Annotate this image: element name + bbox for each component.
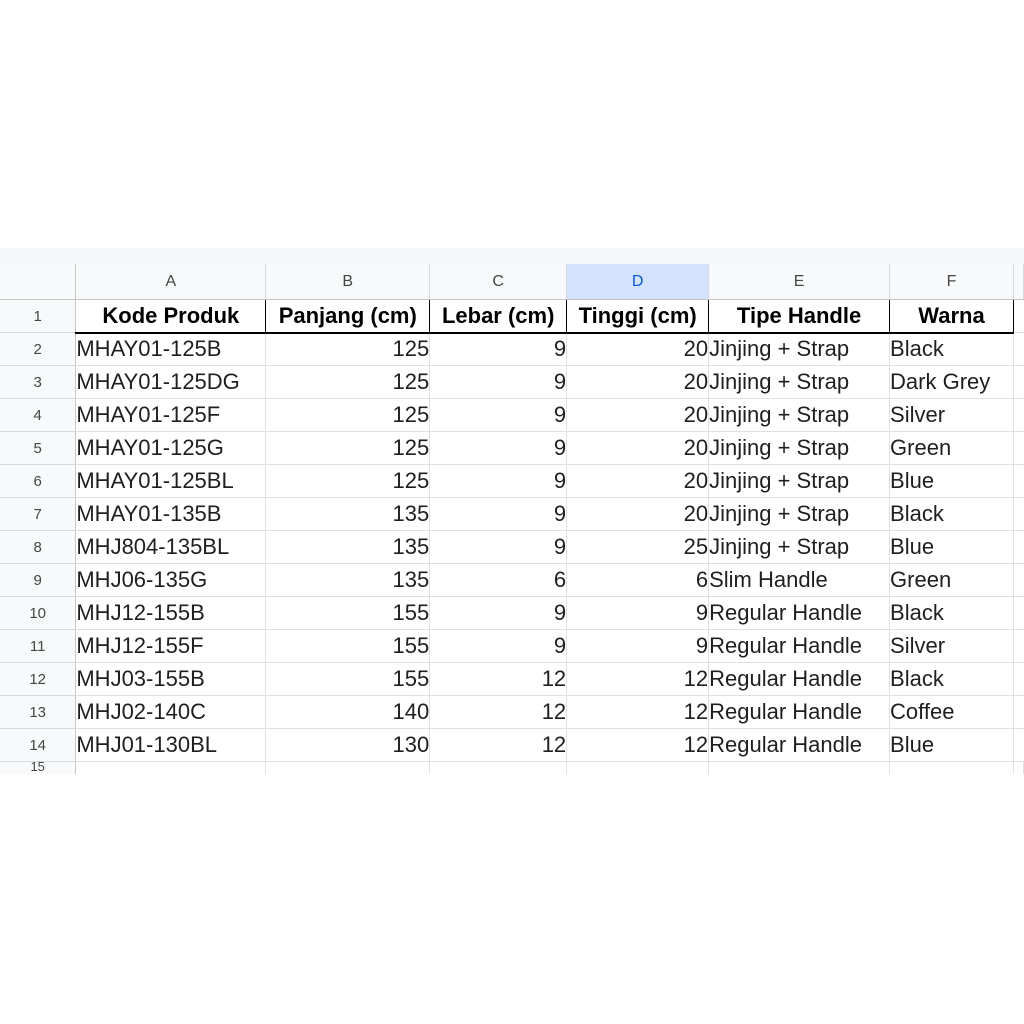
table-row (0, 597, 1024, 630)
cell-warna[interactable]: Coffee (890, 696, 1014, 729)
header-cell-panjang[interactable]: Panjang (cm) (266, 300, 430, 333)
cell-warna[interactable]: Blue (890, 729, 1014, 762)
cell-tinggi[interactable]: 20 (567, 465, 709, 498)
header-cell-lebar[interactable]: Lebar (cm) (430, 300, 567, 333)
cell-panjang[interactable]: 155 (266, 597, 430, 630)
empty-cell[interactable] (1013, 432, 1023, 465)
cell-kode-produk[interactable]: MHJ03-155B (76, 663, 266, 696)
empty-cell[interactable] (1013, 333, 1023, 366)
row-number[interactable]: 9 (0, 564, 76, 597)
cell-tinggi[interactable]: 20 (567, 498, 709, 531)
cell-tipe-handle[interactable]: Jinjing + Strap (709, 399, 890, 432)
empty-cell[interactable] (76, 762, 266, 775)
cell-lebar[interactable]: 6 (430, 564, 567, 597)
empty-cell[interactable] (1013, 531, 1023, 564)
cell-tinggi[interactable]: 6 (567, 564, 709, 597)
column-header-a[interactable]: A (76, 264, 266, 300)
cell-tinggi[interactable]: 20 (567, 333, 709, 366)
cell-warna[interactable]: Dark Grey (890, 366, 1014, 399)
empty-cell[interactable] (1013, 729, 1023, 762)
column-header-row (0, 264, 1024, 300)
row-number[interactable]: 7 (0, 498, 76, 531)
cell-warna[interactable]: Green (890, 432, 1014, 465)
cell-tinggi[interactable]: 9 (567, 630, 709, 663)
cell-warna[interactable]: Blue (890, 531, 1014, 564)
empty-cell[interactable] (1013, 630, 1023, 663)
cell-warna[interactable]: Green (890, 564, 1014, 597)
table-row (0, 630, 1024, 663)
cell-panjang[interactable]: 135 (266, 498, 430, 531)
row-number[interactable]: 1 (0, 300, 76, 333)
row-number[interactable]: 4 (0, 399, 76, 432)
cell-lebar[interactable]: 9 (430, 597, 567, 630)
cell-tipe-handle[interactable]: Slim Handle (709, 564, 890, 597)
header-cell-tinggi[interactable]: Tinggi (cm) (567, 300, 709, 333)
select-all-corner[interactable] (0, 264, 76, 300)
cell-lebar[interactable]: 9 (430, 432, 567, 465)
cell-lebar[interactable]: 9 (430, 399, 567, 432)
cell-tipe-handle[interactable]: Jinjing + Strap (709, 333, 890, 366)
empty-cell[interactable] (1013, 465, 1023, 498)
cell-lebar[interactable]: 9 (430, 465, 567, 498)
table-row (0, 432, 1024, 465)
cell-tinggi[interactable]: 25 (567, 531, 709, 564)
row-number[interactable]: 10 (0, 597, 76, 630)
cell-tinggi[interactable]: 9 (567, 597, 709, 630)
cell-warna[interactable]: Black (890, 333, 1014, 366)
table-row (0, 366, 1024, 399)
cell-panjang[interactable]: 125 (266, 465, 430, 498)
empty-cell[interactable] (266, 762, 430, 775)
header-cell-warna[interactable]: Warna (890, 300, 1014, 333)
empty-cell[interactable] (1013, 696, 1023, 729)
cell-tipe-handle[interactable]: Jinjing + Strap (709, 366, 890, 399)
table-row (0, 663, 1024, 696)
row-number[interactable]: 14 (0, 729, 76, 762)
row-number[interactable]: 15 (0, 762, 76, 775)
cell-kode-produk[interactable]: MHJ12-155F (76, 630, 266, 663)
cell-kode-produk[interactable]: MHJ06-135G (76, 564, 266, 597)
cell-lebar[interactable]: 12 (430, 696, 567, 729)
cell-panjang[interactable]: 155 (266, 630, 430, 663)
empty-cell[interactable] (709, 762, 890, 775)
cell-panjang[interactable]: 135 (266, 564, 430, 597)
cell-panjang[interactable]: 125 (266, 432, 430, 465)
cell-warna[interactable]: Blue (890, 465, 1014, 498)
cell-kode-produk[interactable]: MHAY01-125DG (76, 366, 266, 399)
table-row (0, 465, 1024, 498)
cell-tipe-handle[interactable]: Regular Handle (709, 663, 890, 696)
cell-kode-produk[interactable]: MHJ01-130BL (76, 729, 266, 762)
empty-cell[interactable] (1013, 300, 1023, 333)
empty-cell[interactable] (1013, 399, 1023, 432)
empty-cell[interactable] (1013, 597, 1023, 630)
spreadsheet-table (0, 264, 1024, 774)
cell-panjang[interactable]: 135 (266, 531, 430, 564)
cell-tinggi[interactable]: 20 (567, 399, 709, 432)
table-row (0, 729, 1024, 762)
row-number[interactable]: 13 (0, 696, 76, 729)
cell-kode-produk[interactable]: MHAY01-125B (76, 333, 266, 366)
cell-kode-produk[interactable]: MHJ12-155B (76, 597, 266, 630)
toolbar-edge (0, 248, 1024, 264)
row-number[interactable]: 12 (0, 663, 76, 696)
cell-tipe-handle[interactable]: Jinjing + Strap (709, 531, 890, 564)
column-header-d[interactable]: D (567, 264, 709, 300)
row-number[interactable]: 5 (0, 432, 76, 465)
table-row (0, 531, 1024, 564)
empty-cell[interactable] (890, 762, 1014, 775)
column-header-e[interactable]: E (709, 264, 890, 300)
cell-lebar[interactable]: 9 (430, 366, 567, 399)
cell-kode-produk[interactable]: MHJ02-140C (76, 696, 266, 729)
cell-panjang[interactable]: 140 (266, 696, 430, 729)
cell-tinggi[interactable]: 12 (567, 663, 709, 696)
cell-tinggi[interactable]: 20 (567, 366, 709, 399)
header-cell-kode-produk[interactable]: Kode Produk (76, 300, 266, 333)
cell-tinggi[interactable]: 12 (567, 696, 709, 729)
cell-lebar[interactable]: 12 (430, 729, 567, 762)
column-header-b[interactable]: B (266, 264, 430, 300)
cell-tipe-handle[interactable]: Regular Handle (709, 597, 890, 630)
cell-panjang[interactable]: 125 (266, 366, 430, 399)
cell-kode-produk[interactable]: MHAY01-125BL (76, 465, 266, 498)
cell-warna[interactable]: Black (890, 663, 1014, 696)
empty-cell[interactable] (1013, 564, 1023, 597)
cell-tinggi[interactable]: 20 (567, 432, 709, 465)
cell-warna[interactable]: Silver (890, 630, 1014, 663)
cell-lebar[interactable]: 9 (430, 498, 567, 531)
cell-panjang[interactable]: 125 (266, 399, 430, 432)
cell-tipe-handle[interactable]: Regular Handle (709, 630, 890, 663)
cell-kode-produk[interactable]: MHAY01-125F (76, 399, 266, 432)
empty-cell[interactable] (1013, 498, 1023, 531)
row-number[interactable]: 2 (0, 333, 76, 366)
table-row-partial (0, 762, 1024, 775)
row-number[interactable]: 3 (0, 366, 76, 399)
cell-kode-produk[interactable]: MHAY01-125G (76, 432, 266, 465)
empty-cell[interactable] (430, 762, 567, 775)
table-row (0, 333, 1024, 366)
table-row (0, 498, 1024, 531)
empty-cell[interactable] (1013, 762, 1023, 775)
table-row (0, 564, 1024, 597)
cell-tipe-handle[interactable]: Regular Handle (709, 696, 890, 729)
table-header-row (0, 300, 1024, 333)
table-row (0, 399, 1024, 432)
cell-panjang[interactable]: 125 (266, 333, 430, 366)
row-number[interactable]: 6 (0, 465, 76, 498)
empty-cell[interactable] (567, 762, 709, 775)
cell-tinggi[interactable]: 12 (567, 729, 709, 762)
cell-tipe-handle[interactable]: Jinjing + Strap (709, 498, 890, 531)
cell-tipe-handle[interactable]: Jinjing + Strap (709, 465, 890, 498)
cell-panjang[interactable]: 130 (266, 729, 430, 762)
column-header-g-edge[interactable] (1013, 264, 1023, 300)
spreadsheet-grid-area (0, 248, 1024, 775)
cell-kode-produk[interactable]: MHAY01-135B (76, 498, 266, 531)
table-row (0, 696, 1024, 729)
cell-warna[interactable]: Black (890, 597, 1014, 630)
cell-lebar[interactable]: 9 (430, 630, 567, 663)
header-cell-tipe-handle[interactable]: Tipe Handle (709, 300, 890, 333)
cell-warna[interactable]: Silver (890, 399, 1014, 432)
cell-tipe-handle[interactable]: Regular Handle (709, 729, 890, 762)
empty-cell[interactable] (1013, 366, 1023, 399)
cell-lebar[interactable]: 12 (430, 663, 567, 696)
cell-kode-produk[interactable]: MHJ804-135BL (76, 531, 266, 564)
cell-tipe-handle[interactable]: Jinjing + Strap (709, 432, 890, 465)
column-header-f[interactable]: F (890, 264, 1014, 300)
empty-cell[interactable] (1013, 663, 1023, 696)
row-number[interactable]: 11 (0, 630, 76, 663)
cell-panjang[interactable]: 155 (266, 663, 430, 696)
row-number[interactable]: 8 (0, 531, 76, 564)
cell-lebar[interactable]: 9 (430, 333, 567, 366)
column-header-c[interactable]: C (430, 264, 567, 300)
cell-warna[interactable]: Black (890, 498, 1014, 531)
cell-lebar[interactable]: 9 (430, 531, 567, 564)
